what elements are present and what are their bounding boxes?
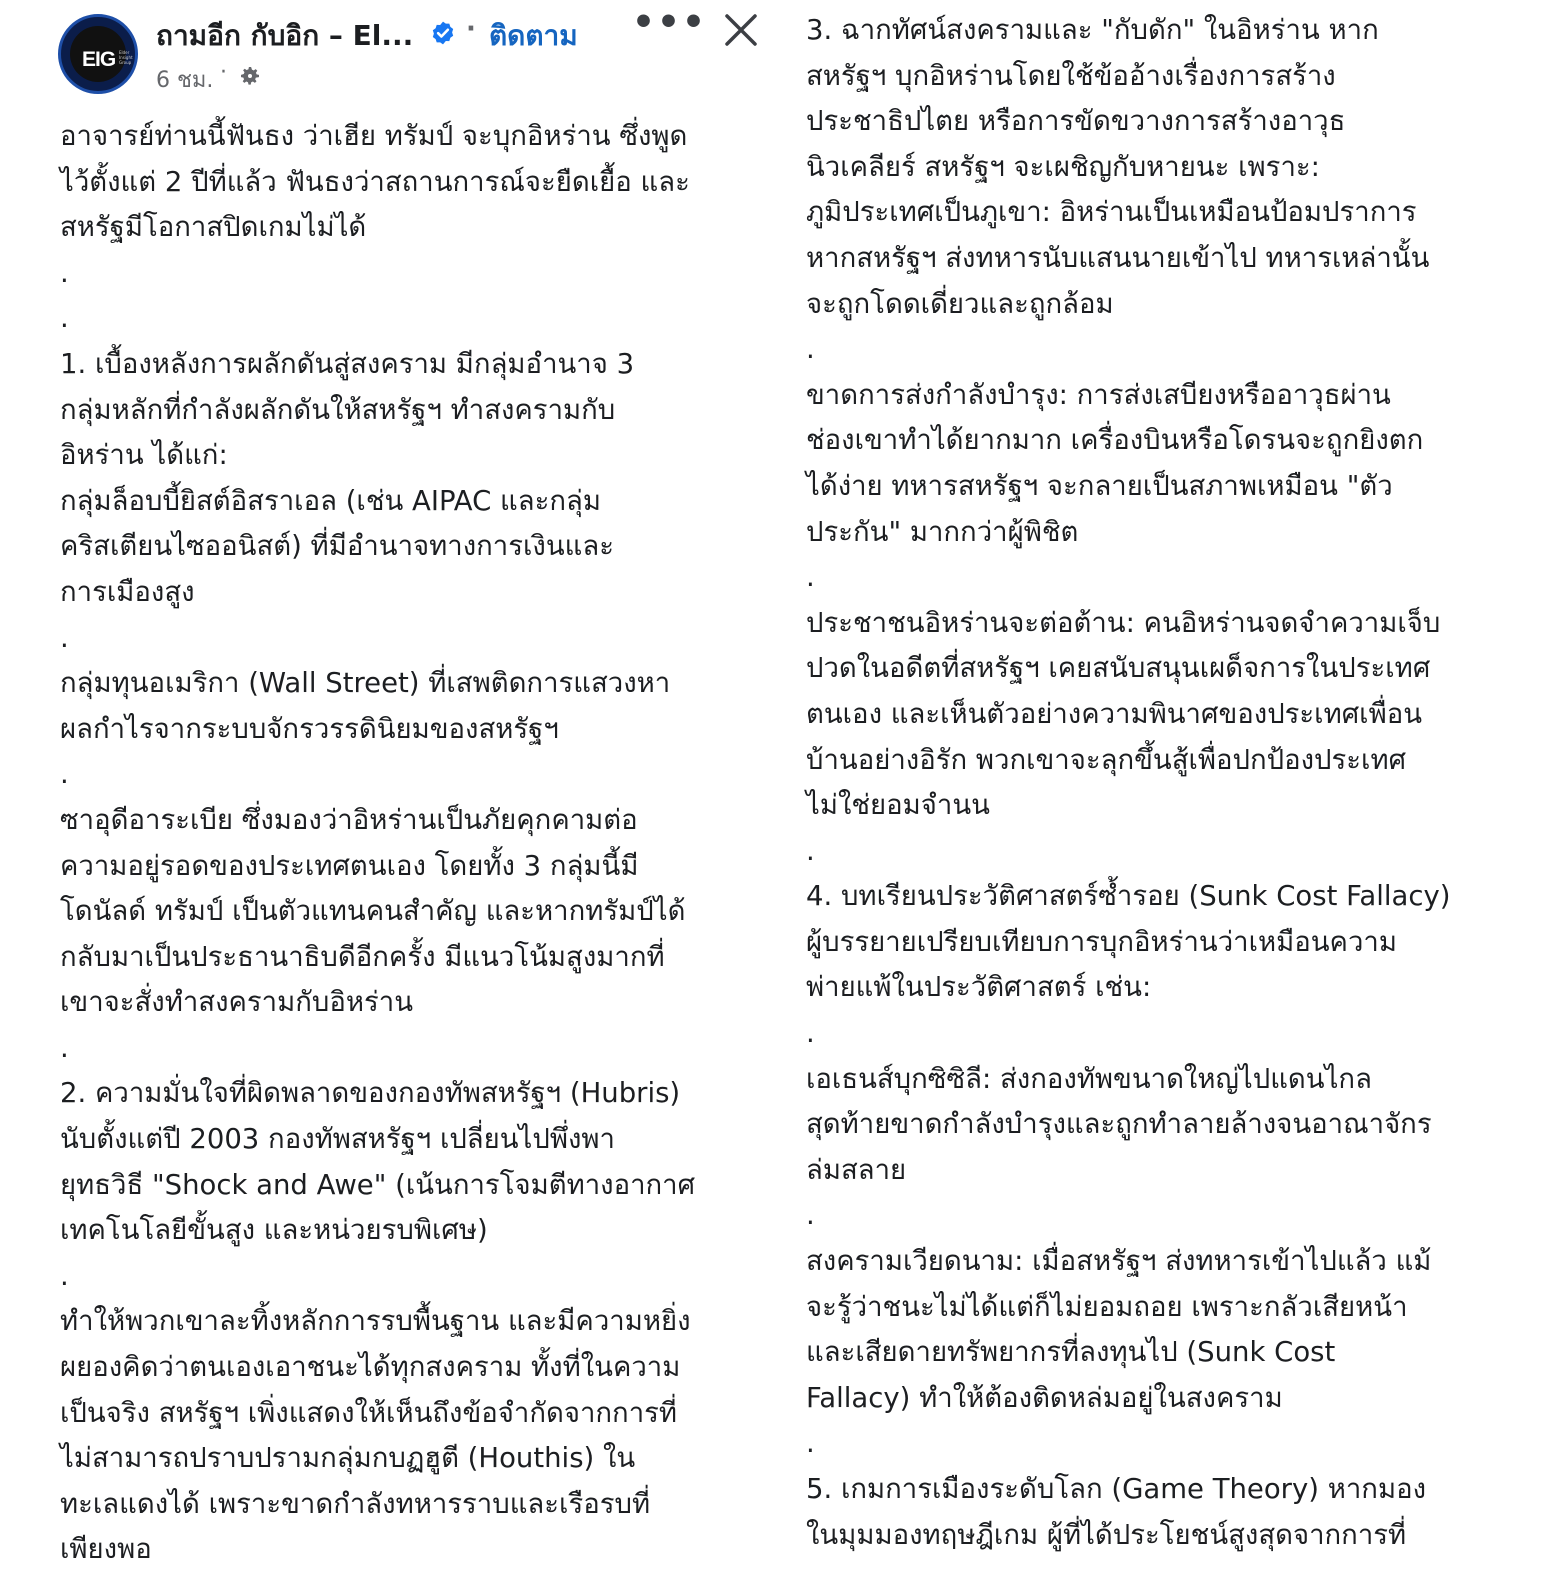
post-text-line: 4. บทเรียนประวัติศาสตร์ซ้ำรอย (Sunk Cost Fallacy) bbox=[806, 880, 1451, 913]
post-timestamp[interactable]: 6 ชม. bbox=[156, 68, 214, 93]
post-text-line: ความอยู่รอดของประเทศตนเอง โดยทั้ง 3 กลุ่มนี้มี bbox=[60, 849, 639, 882]
post-text-line: . bbox=[806, 1427, 815, 1460]
post-text-line: จะรู้ว่าชนะไม่ได้แต่ก็ไม่ยอมถอย เพราะกลัวเสียหน้า bbox=[806, 1290, 1408, 1323]
post-text-line: ทะเลแดงได้ เพราะขาดกำลังทหารราบและเรือรบที่ bbox=[60, 1487, 651, 1520]
header-separator: · bbox=[466, 14, 476, 44]
post-text-line: พ่ายแพ้ในประวัติศาสตร์ เช่น: bbox=[806, 971, 1152, 1004]
close-icon[interactable] bbox=[723, 12, 759, 48]
post-text-line: ขาดการส่งกำลังบำรุง: การส่งเสบียงหรืออาวุธผ่าน bbox=[806, 378, 1391, 411]
post-text-line: นับตั้งแต่ปี 2003 กองทัพสหรัฐฯ เปลี่ยนไปพึ่งพา bbox=[60, 1123, 615, 1156]
post-text-line: 5. เกมการเมืองระดับโลก (Game Theory) หากมอง bbox=[806, 1473, 1427, 1505]
post-text-line: สหรัฐมีโอกาสปิดเกมไม่ได้ bbox=[60, 211, 367, 244]
post-body-right bbox=[806, 8, 1526, 1558]
post-text-line: หากสหรัฐฯ ส่งทหารนับแสนนายเข้าไป ทหารเหล่านั้น bbox=[806, 241, 1430, 274]
post-text-line: กลุ่มล็อบบี้ยิสต์อิสราเอล (เช่น AIPAC และกลุ่ม bbox=[60, 484, 602, 517]
post-text-line: . bbox=[806, 1199, 815, 1232]
post-text-line: 3. ฉากทัศน์สงครามและ "กับดัก" ในอิหร่าน หาก bbox=[806, 14, 1379, 46]
post-text-line: Fallacy) ทำให้ต้องติดหล่มอยู่ในสงคราม bbox=[806, 1381, 1283, 1414]
post-text-line: . bbox=[60, 256, 69, 289]
page-name-link[interactable]: ถามอีก กับอิก – El... bbox=[156, 19, 414, 52]
post-text-line: . bbox=[60, 758, 69, 791]
post-text-line: 1. เบื้องหลังการผลักดันสู่สงคราม มีกลุ่มอำนาจ 3 bbox=[60, 347, 635, 380]
timestamp-separator: · bbox=[220, 60, 227, 85]
more-options-icon[interactable]: ••• bbox=[632, 2, 708, 43]
post-text-line: สุดท้ายขาดกำลังบำรุงและถูกทำลายล้างจนอาณาจักร bbox=[806, 1108, 1432, 1141]
post-text-line: เป็นจริง สหรัฐฯ เพิ่งแสดงให้เห็นถึงข้อจำกัดจากการที่ bbox=[60, 1396, 678, 1429]
post-text-line: เขาจะสั่งทำสงครามกับอิหร่าน bbox=[60, 986, 414, 1019]
post-text-line: ช่องเขาทำได้ยากมาก เครื่องบินหรือโดรนจะถูกยิงตก bbox=[806, 424, 1424, 457]
post-text-line: . bbox=[60, 621, 69, 654]
post-text-line: . bbox=[60, 1259, 69, 1292]
page-avatar[interactable] bbox=[58, 14, 138, 94]
post-right-column bbox=[780, 0, 1564, 1564]
follow-button[interactable]: ติดตาม bbox=[489, 19, 578, 52]
post-text-line: ล่มสลาย bbox=[806, 1153, 907, 1186]
avatar-logo-subtext: Elder Insight Group bbox=[119, 50, 133, 65]
post-body-left bbox=[60, 114, 760, 1573]
post-text-line: การเมืองสูง bbox=[60, 575, 195, 608]
post-text-line: เอเธนส์บุกซิซิลี: ส่งกองทัพขนาดใหญ่ไปแดนไกล bbox=[806, 1062, 1372, 1095]
post-text-line: . bbox=[806, 333, 815, 366]
post-text-line: โดนัลด์ ทรัมป์ เป็นตัวแทนคนสำคัญ และหากทรัมป์ได้ bbox=[60, 895, 686, 928]
post-text-line: ผยองคิดว่าตนเองเอาชนะได้ทุกสงคราม ทั้งที่ในความ bbox=[60, 1351, 681, 1384]
verified-badge-icon bbox=[430, 20, 456, 46]
post-text-line: สงครามเวียดนาม: เมื่อสหรัฐฯ ส่งทหารเข้าไปแล้ว แม้ bbox=[806, 1245, 1432, 1278]
post-text-line: และเสียดายทรัพยากรที่ลงทุนไป (Sunk Cost bbox=[806, 1336, 1336, 1369]
post-text-line: . bbox=[806, 834, 815, 867]
post-text-line: ยุทธวิธี "Shock and Awe" (เน้นการโจมตีทางอากาศ bbox=[60, 1168, 696, 1201]
avatar-logo-text: EIG bbox=[82, 48, 116, 71]
post-text-line: ตนเอง และเห็นตัวอย่างความพินาศของประเทศเพื่อน bbox=[806, 697, 1423, 730]
post-text-line: บ้านอย่างอิรัก พวกเขาจะลุกขึ้นสู้เพื่อปกป้องประเทศ bbox=[806, 743, 1407, 776]
post-text-line: ไม่ใช่ยอมจำนน bbox=[806, 789, 990, 822]
post-text-line: ทำให้พวกเขาละทิ้งหลักการรบพื้นฐาน และมีความหยิ่ง bbox=[60, 1305, 691, 1338]
post-text-line: ไว้ตั้งแต่ 2 ปีที่แล้ว ฟันธงว่าสถานการณ์จะยืดเยื้อ และ bbox=[60, 165, 690, 198]
post-text-line: 2. ความมั่นใจที่ผิดพลาดของกองทัพสหรัฐฯ (Hubris) bbox=[60, 1077, 681, 1110]
post-text-line: กลับมาเป็นประธานาธิบดีอีกครั้ง มีแนวโน้มสูงมากที่ bbox=[60, 940, 665, 973]
post-header bbox=[0, 0, 772, 108]
post-text-line: เทคโนโลยีขั้นสูง และหน่วยรบพิเศษ) bbox=[60, 1214, 488, 1247]
post-text-line: ในมุมมองทฤษฎีเกม ผู้ที่ได้ประโยชน์สูงสุดจากการที่ bbox=[806, 1518, 1407, 1551]
post-text-line: นิวเคลียร์ สหรัฐฯ จะเผชิญกับหายนะ เพราะ: bbox=[806, 150, 1320, 183]
avatar-logo bbox=[70, 26, 133, 82]
post-text-line: ไม่สามารถปราบปรามกลุ่มกบฏฮูตี (Houthis) ใน bbox=[60, 1442, 636, 1475]
audience-gear-icon bbox=[238, 64, 262, 88]
post-text-line: ประกัน" มากกว่าผู้พิชิต bbox=[806, 515, 1079, 548]
post-left-column bbox=[0, 0, 772, 1564]
post-text-line: กลุ่มหลักที่กำลังผลักดันให้สหรัฐฯ ทำสงครามกับ bbox=[60, 393, 616, 426]
post-text-line: . bbox=[806, 561, 815, 594]
post-text-line: จะถูกโดดเดี่ยวและถูกล้อม bbox=[806, 287, 1114, 320]
post-text-line: . bbox=[60, 302, 69, 335]
post-text-line: ประชาธิปไตย หรือการขัดขวางการสร้างอาวุธ bbox=[806, 105, 1346, 138]
post-text-line: ปวดในอดีตที่สหรัฐฯ เคยสนับสนุนเผด็จการในประเทศ bbox=[806, 652, 1431, 685]
post-text-line: ประชาชนอิหร่านจะต่อต้าน: คนอิหร่านจดจำความเจ็บ bbox=[806, 606, 1441, 639]
post-text-line: คริสเตียนไซออนิสต์) ที่มีอำนาจทางการเงินและ bbox=[60, 530, 614, 563]
post-text-line: สหรัฐฯ บุกอิหร่านโดยใช้ข้ออ้างเรื่องการสร้าง bbox=[806, 59, 1336, 92]
post-text-line: ได้ง่าย ทหารสหรัฐฯ จะกลายเป็นสภาพเหมือน "ตัว bbox=[806, 469, 1393, 502]
post-text-line: อาจารย์ท่านนี้ฟันธง ว่าเฮีย ทรัมป์ จะบุกอิหร่าน ซึ่งพูด bbox=[60, 120, 688, 152]
post-text-line: ซาอุดีอาระเบีย ซึ่งมองว่าอิหร่านเป็นภัยคุกคามต่อ bbox=[60, 803, 638, 836]
post-text-line: เพียงพอ bbox=[60, 1533, 152, 1566]
post-text-line: . bbox=[60, 1031, 69, 1064]
post-text-line: กลุ่มทุนอเมริกา (Wall Street) ที่เสพติดการแสวงหา bbox=[60, 667, 671, 700]
post-text-line: ผลกำไรจากระบบจักรวรรดินิยมของสหรัฐฯ bbox=[60, 712, 559, 745]
post-text-line: . bbox=[806, 1017, 815, 1050]
post-text-line: ผู้บรรยายเปรียบเทียบการบุกอิหร่านว่าเหมือนความ bbox=[806, 925, 1397, 958]
post-text-line: ภูมิประเทศเป็นภูเขา: อิหร่านเป็นเหมือนป้อมปราการ bbox=[806, 196, 1417, 229]
post-text-line: อิหร่าน ได้แก่: bbox=[60, 439, 228, 472]
